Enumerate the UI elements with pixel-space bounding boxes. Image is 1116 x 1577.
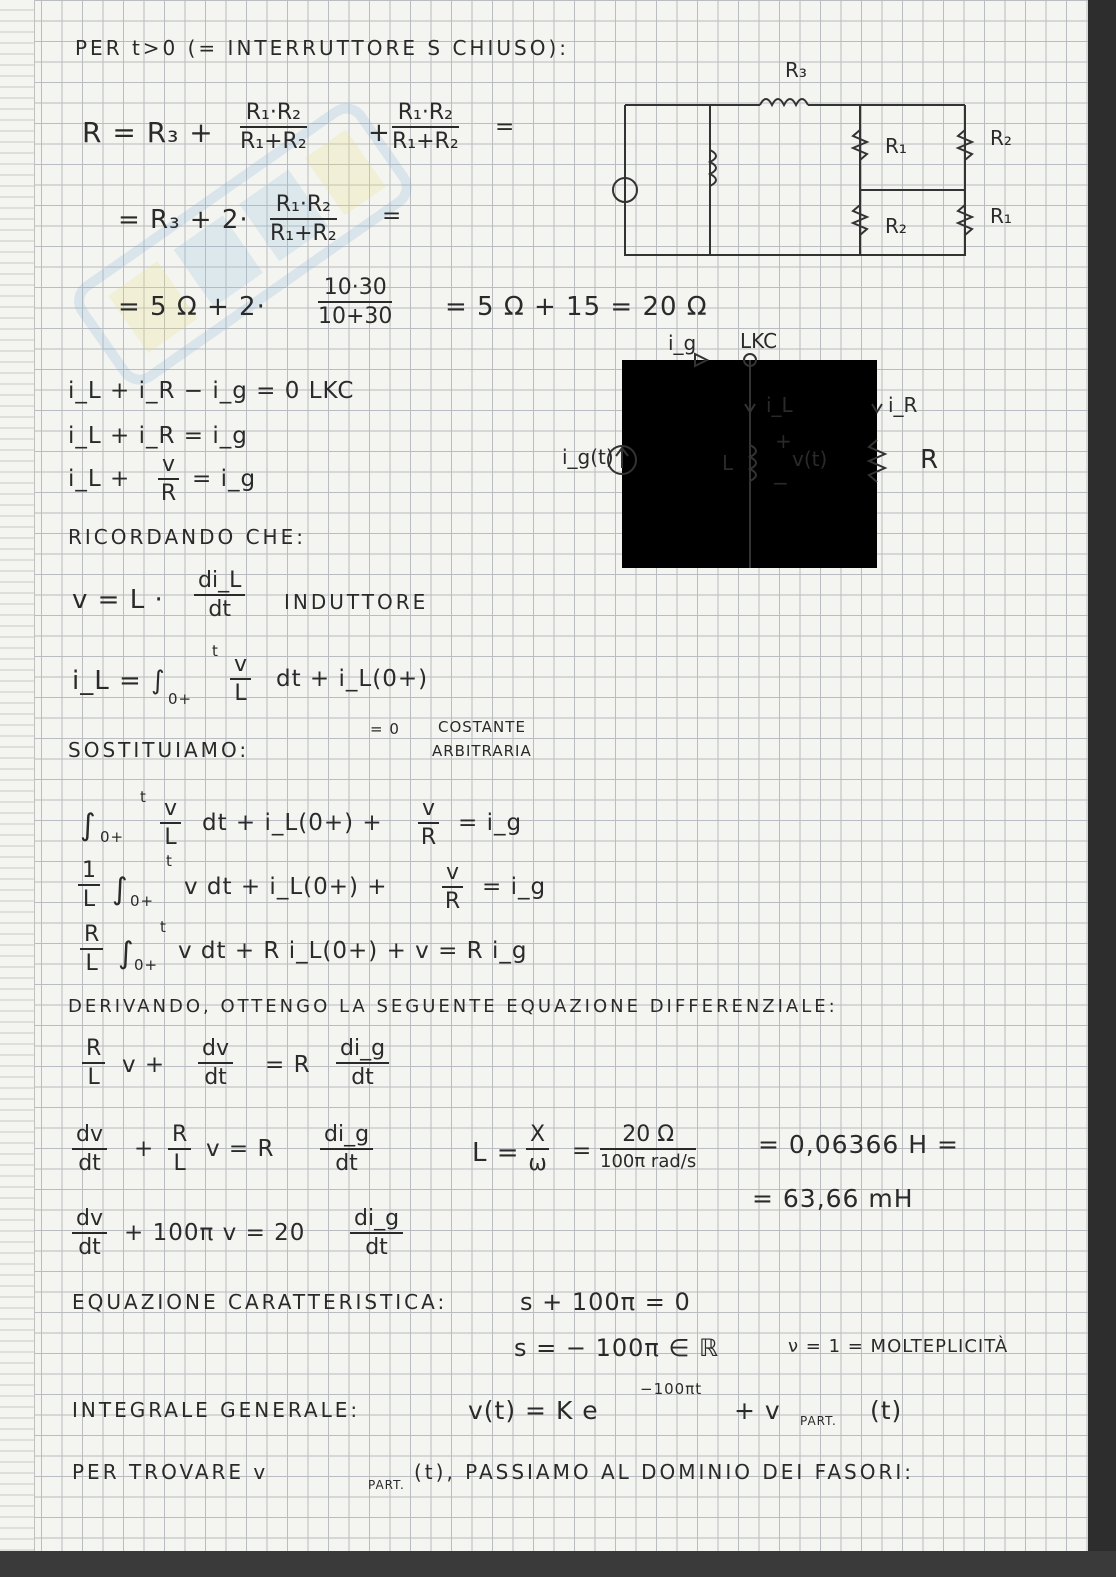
- fraction-numeric: [318, 275, 392, 329]
- inductance-result-mh: = 63,66 mH: [752, 1184, 914, 1213]
- derivando-heading: DERIVANDO, OTTENGO LA SEGUENTE EQUAZIONE DIFFERENZIALE:: [68, 996, 838, 1017]
- inductance-fraction-x-over-w: [526, 1122, 549, 1176]
- circuit-resistor-network: [600, 55, 1050, 265]
- fraction-numerator: X: [526, 1122, 549, 1150]
- fraction-denominator: 10+30: [318, 304, 393, 329]
- diff2-mid: v = R: [206, 1136, 275, 1162]
- integral-il-lhs: i_L = ∫: [72, 666, 166, 696]
- sub1-upper: t: [140, 788, 147, 806]
- sub2-fraction-2: [442, 860, 463, 914]
- section-heading: PER t>0 (= INTERRUTTORE S CHIUSO):: [75, 36, 569, 60]
- caratteristica-label: EQUAZIONE CARATTERISTICA:: [72, 1290, 448, 1314]
- label-inductor: L: [722, 451, 734, 475]
- fraction-denominator: dt: [351, 1065, 374, 1090]
- diff1-fraction-r-over-l: [82, 1036, 105, 1090]
- diff1-equals: = R: [265, 1052, 311, 1078]
- sub1-fraction-1: [160, 796, 181, 850]
- sub1-mid: dt + i_L(0+) +: [202, 810, 383, 836]
- fraction-denominator: ω: [528, 1151, 547, 1176]
- fraction-numerator: v: [230, 652, 251, 680]
- fraction-numerator: v: [160, 796, 181, 824]
- fraction-numerator: di_L: [194, 568, 245, 596]
- equals-sign: =: [382, 203, 403, 229]
- fraction-v-over-r: [158, 452, 179, 506]
- fraction-numerator: dv: [72, 1206, 107, 1234]
- fraction-numerator: v: [158, 452, 179, 480]
- inductor-label: INDUTTORE: [284, 590, 429, 614]
- trovare-part-subscript: PART.: [368, 1478, 405, 1492]
- fraction-numerator: di_g: [320, 1122, 373, 1150]
- fraction-denominator: 100π rad/s: [600, 1151, 697, 1172]
- page-edge-bottom: [0, 1551, 1116, 1577]
- inductance-lhs: L =: [472, 1138, 520, 1168]
- circuit-rl-parallel: [560, 330, 980, 580]
- integrale-equation: v(t) = K e: [468, 1396, 599, 1425]
- label-plus: +: [775, 429, 792, 453]
- diff2-fraction-dig-dt: [320, 1122, 373, 1176]
- diff2-plus: +: [134, 1136, 155, 1162]
- ricordando-heading: RICORDANDO CHE:: [68, 525, 306, 549]
- fraction-denominator: L: [164, 825, 177, 850]
- integrale-part-subscript: PART.: [800, 1414, 837, 1428]
- sub3-integral: ∫: [118, 936, 135, 971]
- integrale-plus-v: + v: [734, 1396, 781, 1425]
- label-ig-source: i_g(t): [562, 445, 614, 469]
- fraction-denominator: dt: [78, 1151, 101, 1176]
- diff1-fraction-dig-dt: [336, 1036, 389, 1090]
- sub2-mid: v dt + i_L(0+) +: [184, 874, 388, 900]
- fraction-dil-dt: [194, 568, 245, 622]
- sub1-lower: 0+: [100, 828, 125, 846]
- lkc-line-2: i_L + i_R = i_g: [68, 423, 248, 449]
- fraction-denominator: dt: [335, 1151, 358, 1176]
- diff1-fraction-dv-dt: [198, 1036, 233, 1090]
- integral-upper-limit: t: [212, 642, 219, 660]
- fraction-denominator: R₁+R₂: [270, 221, 337, 246]
- fraction-denominator: R: [160, 481, 177, 506]
- inductance-fraction-numeric: [600, 1122, 696, 1172]
- fraction-denominator: L: [87, 1065, 100, 1090]
- label-il: i_L: [766, 393, 793, 417]
- fraction-numerator: di_g: [350, 1206, 403, 1234]
- fraction-denominator: R₁+R₂: [392, 129, 459, 154]
- label-r1-top: R₁: [885, 134, 907, 158]
- trovare-text: PER TROVARE v: [72, 1460, 269, 1484]
- sub2-upper: t: [166, 852, 173, 870]
- fraction-numerator: R₁·R₂: [392, 100, 459, 128]
- sub3-upper: t: [160, 918, 167, 936]
- sub1-fraction-2: [418, 796, 439, 850]
- eq-r2-lhs: = R₃ + 2·: [118, 205, 249, 235]
- fraction-numerator: v: [418, 796, 439, 824]
- fraction-r1r2-third: [270, 192, 337, 246]
- trovare-tail: (t), PASSIAMO AL DOMINIO DEI FASORI:: [414, 1460, 915, 1484]
- page-edge-right: [1088, 0, 1116, 1577]
- caratteristica-multiplicity: ν = 1 = MOLTEPLICITÀ: [788, 1336, 1009, 1357]
- inductance-equals: =: [572, 1138, 593, 1164]
- fraction-numerator: 1: [78, 858, 100, 886]
- integrale-exponent: −100πt: [640, 1380, 703, 1398]
- diff3-fraction-dig-dt: [350, 1206, 403, 1260]
- integral-lower-limit: 0+: [168, 690, 193, 708]
- fraction-numerator: R: [80, 922, 103, 950]
- fraction-denominator: L: [173, 1151, 186, 1176]
- diff2-fraction-r-over-l: [168, 1122, 191, 1176]
- fraction-denominator: L: [234, 681, 247, 706]
- label-lkc: LKC: [740, 329, 778, 353]
- label-r3: R₃: [785, 58, 807, 82]
- fraction-r1r2-second: [392, 100, 459, 154]
- eq-r3-result: = 5 Ω + 15 = 20 Ω: [445, 292, 708, 322]
- caratteristica-equation: s + 100π = 0: [520, 1288, 691, 1316]
- fraction-denominator: dt: [204, 1065, 227, 1090]
- label-ig-top: i_g: [668, 331, 697, 355]
- constant-note-1: COSTANTE: [438, 718, 526, 736]
- equals-sign: =: [495, 114, 516, 140]
- label-r2-right: R₂: [990, 126, 1012, 150]
- lkc-line-3: i_L +: [68, 466, 131, 492]
- sub2-lower: 0+: [130, 892, 155, 910]
- integrale-tail: (t): [870, 1396, 903, 1425]
- fraction-numerator: dv: [198, 1036, 233, 1064]
- fraction-numerator: R: [82, 1036, 105, 1064]
- fraction-numerator: R: [168, 1122, 191, 1150]
- fraction-denominator: R: [420, 825, 437, 850]
- sub1-integral: ∫: [80, 808, 97, 843]
- plus-sign: +: [368, 118, 391, 148]
- fraction-numerator: v: [442, 860, 463, 888]
- diff3-fraction-dv-dt: [72, 1206, 107, 1260]
- constant-note-2: ARBITRARIA: [432, 742, 532, 760]
- sub2-fraction-1-over-l: [78, 858, 100, 912]
- integral-il-rhs: dt + i_L(0+): [276, 666, 429, 692]
- sub3-fraction-r-over-l: [80, 922, 103, 976]
- fraction-denominator: dt: [208, 597, 231, 622]
- inductance-result-h: = 0,06366 H =: [758, 1130, 959, 1159]
- sub2-rhs: = i_g: [482, 874, 547, 900]
- eq-r-lhs: R = R₃ +: [82, 116, 214, 149]
- fraction-denominator: R: [444, 889, 461, 914]
- sub2-integral: ∫: [112, 872, 129, 907]
- fraction-r1r2: [240, 100, 307, 154]
- label-minus: −: [772, 471, 789, 495]
- fraction-numerator: R₁·R₂: [240, 100, 307, 128]
- fraction-numerator: dv: [72, 1122, 107, 1150]
- label-r1-right: R₁: [990, 204, 1012, 228]
- inductor-law-lhs: v = L ·: [72, 585, 164, 615]
- fraction-v-over-l: [230, 652, 251, 706]
- label-voltage: v(t): [792, 447, 828, 471]
- fraction-numerator: 10·30: [318, 275, 392, 303]
- diff2-fraction-dv-dt: [72, 1122, 107, 1176]
- fraction-denominator: L: [82, 887, 96, 912]
- eq-r3-lhs: = 5 Ω + 2·: [118, 292, 266, 322]
- integrale-label: INTEGRALE GENERALE:: [72, 1398, 361, 1422]
- diff1-mid: v +: [122, 1052, 166, 1078]
- fraction-numerator: 20 Ω: [600, 1122, 696, 1150]
- fraction-denominator: dt: [365, 1235, 388, 1260]
- fraction-denominator: dt: [78, 1235, 101, 1260]
- lkc-line-3-rhs: = i_g: [192, 466, 257, 492]
- label-resistor: R: [920, 445, 939, 475]
- label-ir: i_R: [888, 393, 918, 417]
- sub3-rhs: v dt + R i_L(0+) + v = R i_g: [178, 938, 528, 964]
- fraction-numerator: R₁·R₂: [270, 192, 337, 220]
- lkc-line-1: i_L + i_R − i_g = 0 LKC: [68, 378, 355, 404]
- caratteristica-solution: s = − 100π ∈ ℝ: [514, 1334, 720, 1362]
- fraction-denominator: L: [85, 951, 98, 976]
- label-r2-bottom: R₂: [885, 214, 907, 238]
- sub1-rhs: = i_g: [458, 810, 523, 836]
- sostituiamo-heading: SOSTITUIAMO:: [68, 738, 250, 762]
- fraction-numerator: di_g: [336, 1036, 389, 1064]
- diff3-mid: + 100π v = 20: [124, 1220, 306, 1246]
- sub3-lower: 0+: [134, 956, 159, 974]
- fraction-denominator: R₁+R₂: [240, 129, 307, 154]
- constant-equals-zero: = 0: [370, 720, 400, 738]
